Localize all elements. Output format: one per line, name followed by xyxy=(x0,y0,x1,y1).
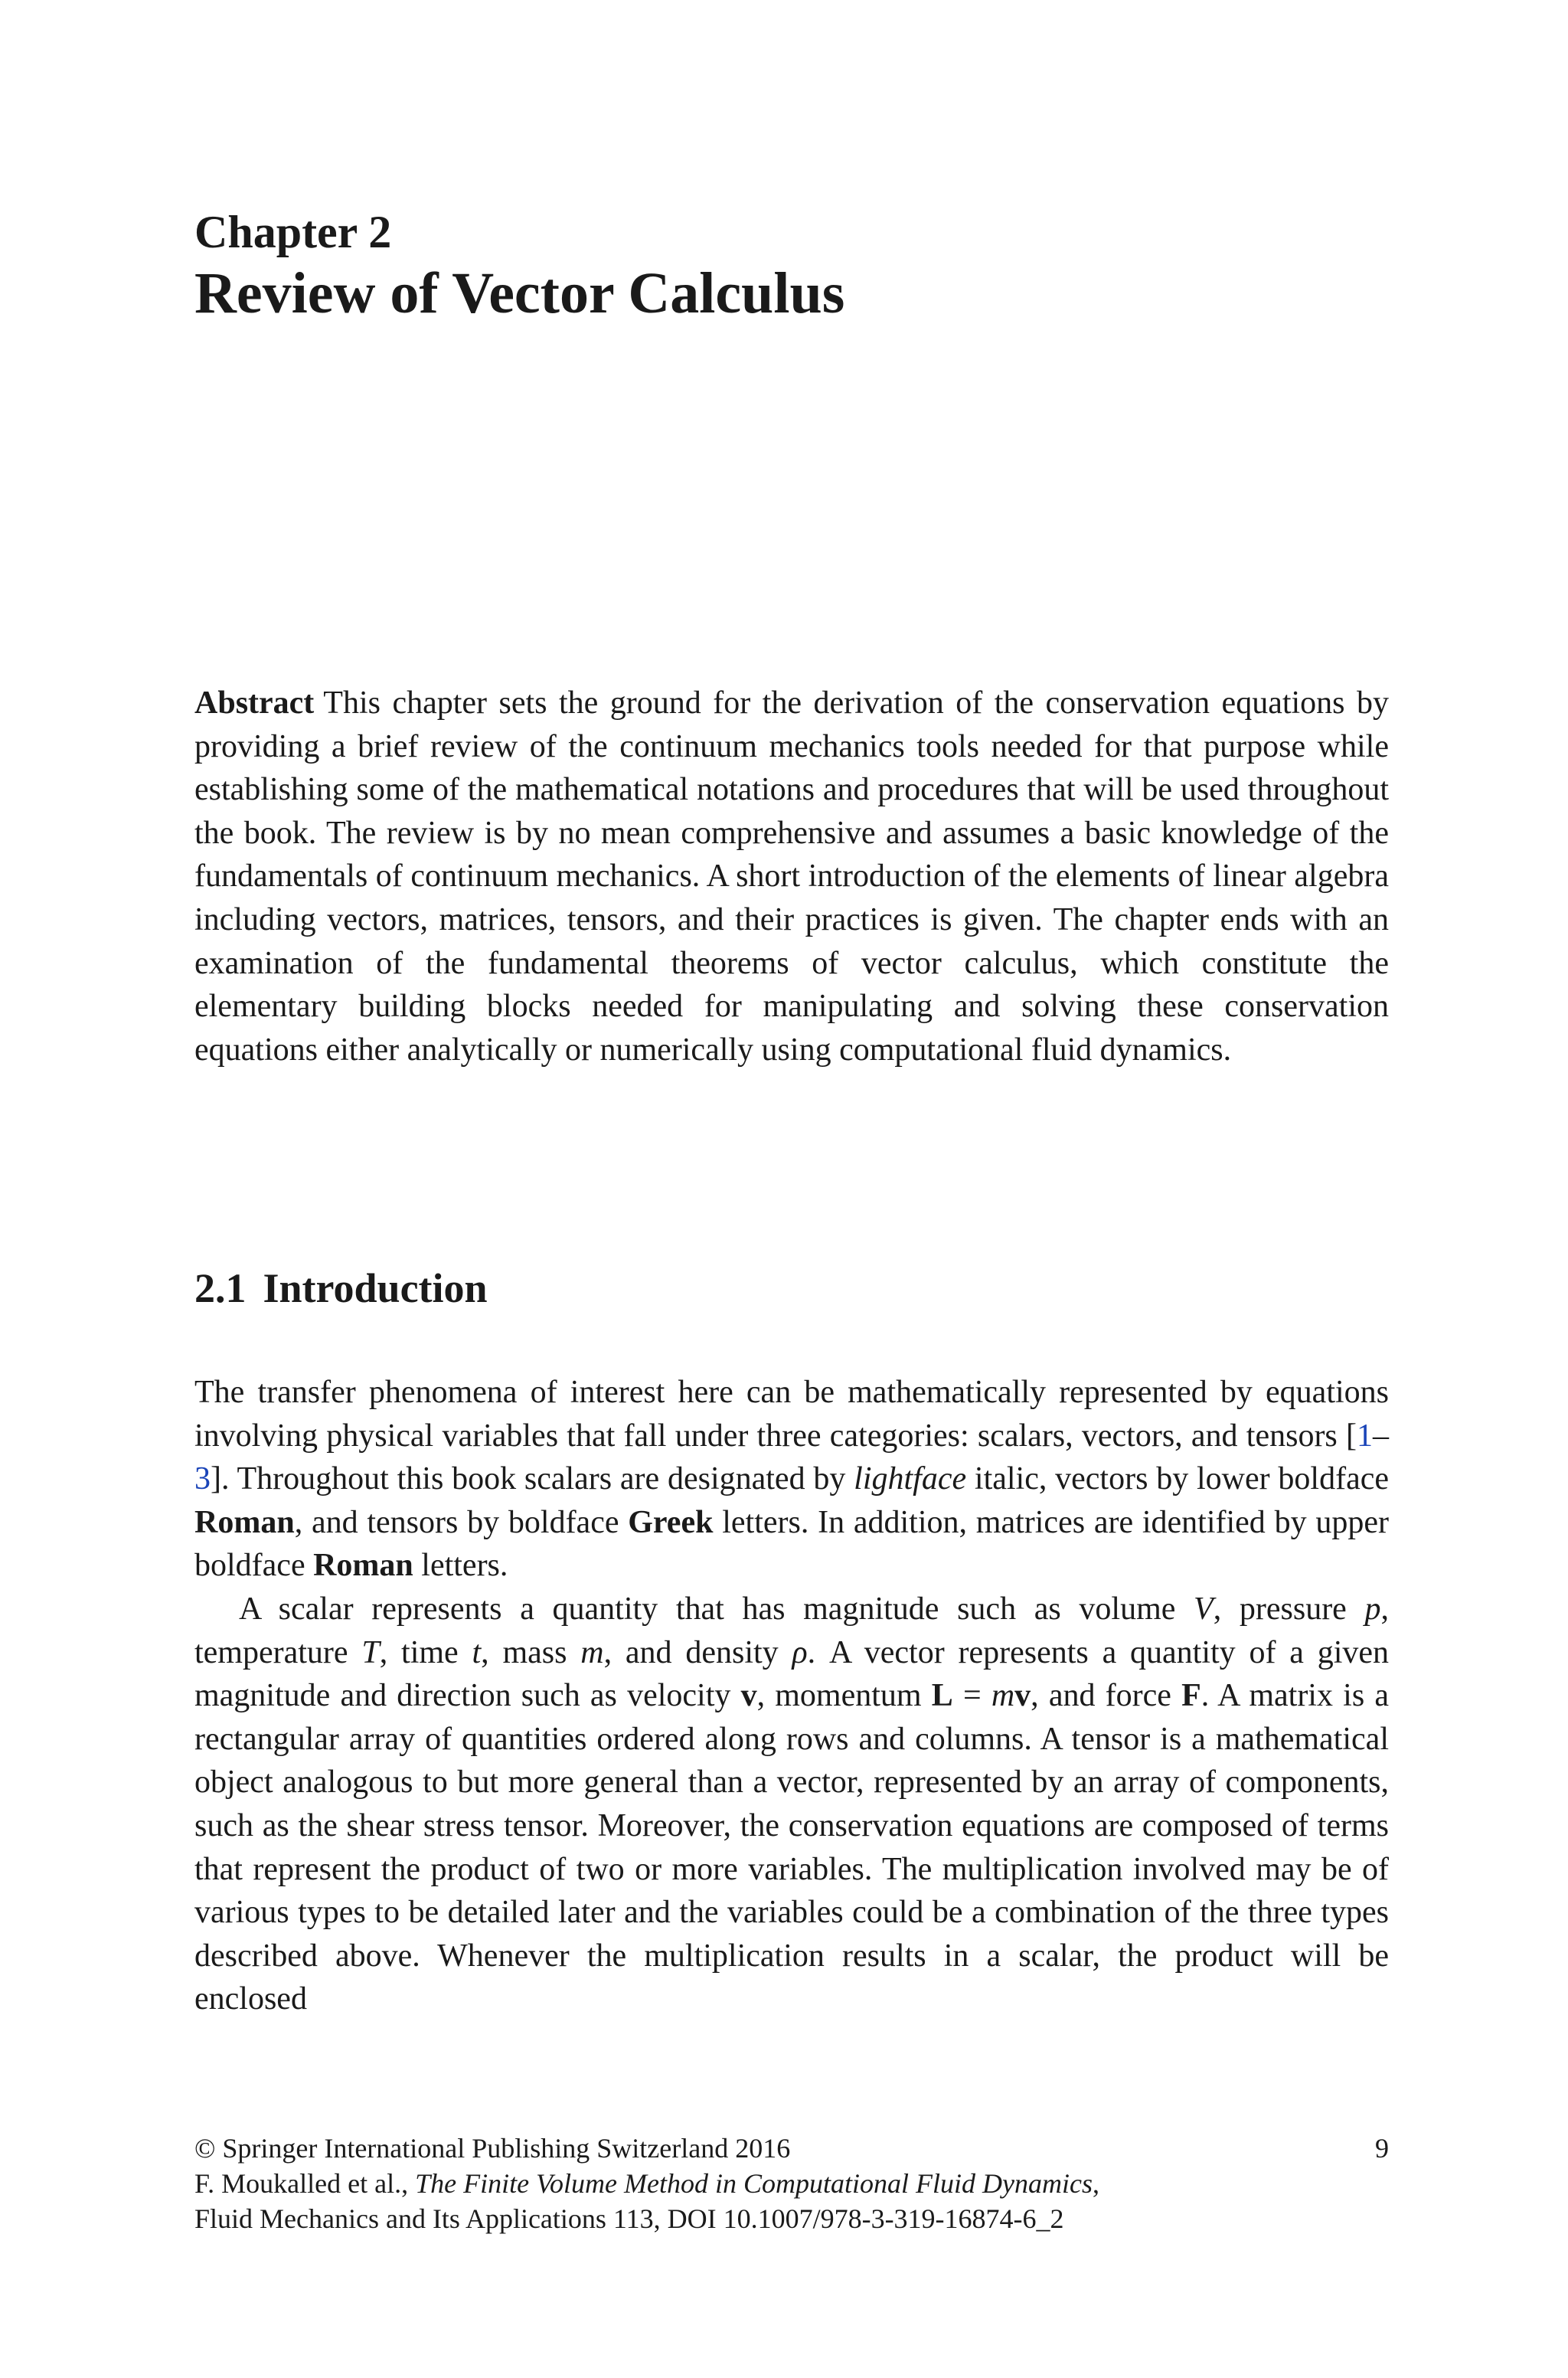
text-run: A scalar represents a quantity that has magnitude such as volume xyxy=(239,1591,1194,1627)
text-run: , momentum xyxy=(756,1678,932,1714)
symbol-time: t xyxy=(472,1634,482,1670)
footer-series-doi: Fluid Mechanics and Its Applications 113, DOI 10.1007/978-3-319-16874-6_2 xyxy=(194,2203,1064,2234)
paragraph-1 xyxy=(194,1371,1389,1588)
symbol-force: F xyxy=(1181,1678,1201,1714)
section-number: 2.1 xyxy=(194,1265,247,1311)
chapter-label: Chapter 2 xyxy=(194,207,392,257)
emphasis-roman: Roman xyxy=(313,1548,413,1584)
footer-authors: F. Moukalled et al., xyxy=(194,2168,416,2199)
text-run: , time xyxy=(379,1634,472,1670)
citation-link-3[interactable]: 3 xyxy=(194,1461,211,1497)
text-run: . A matrix is a rectangular array of quantities ordered along rows and columns. A tensor is a mathematical object analogous to but more general than a vector, represented by an array of components, such as the shear stress tensor. Moreover, the conservation equations are composed of terms that represent the product of two or more variables. The multiplication involved may be of various types to be detailed later and the variables could be a combination of the three types described above. Whenever the multiplication results in a scalar, the product will be enclosed xyxy=(194,1678,1389,2017)
section-heading xyxy=(194,1264,488,1313)
footer-punct: , xyxy=(1092,2168,1099,2199)
abstract xyxy=(194,682,1389,1071)
text-run: , temperature xyxy=(194,1591,1389,1670)
text-run: italic, vectors by lower boldface xyxy=(966,1461,1389,1497)
chapter-title: Review of Vector Calculus xyxy=(194,261,845,325)
text-run: letters. xyxy=(413,1548,508,1584)
emphasis-roman: Roman xyxy=(194,1504,295,1540)
footer-line-1 xyxy=(194,2131,1389,2166)
symbol-momentum: L xyxy=(931,1678,953,1714)
emphasis-lightface: lightface xyxy=(854,1461,967,1497)
symbol-density: ρ xyxy=(792,1634,808,1670)
text-run: . A vector represents a quantity of a given magnitude and direction such as velocity xyxy=(194,1634,1390,1714)
symbol-volume: V xyxy=(1194,1591,1214,1627)
citation-dash: – xyxy=(1373,1418,1389,1454)
copyright-notice: © Springer International Publishing Switzerland 2016 xyxy=(194,2133,791,2164)
symbol-velocity: v xyxy=(740,1678,757,1714)
text-run: ]. Throughout this book scalars are designated by xyxy=(211,1461,854,1497)
text-run: , and density xyxy=(603,1634,792,1670)
text-run: , pressure xyxy=(1213,1591,1365,1627)
equals-sign: = xyxy=(952,1678,991,1714)
citation-link-1[interactable]: 1 xyxy=(1357,1418,1373,1454)
symbol-mass: m xyxy=(580,1634,604,1670)
section-body xyxy=(194,1371,1389,2021)
section-title: Introduction xyxy=(263,1265,488,1311)
text-run: , and tensors by boldface xyxy=(294,1504,629,1540)
page-number: 9 xyxy=(1375,2133,1389,2164)
abstract-label: Abstract xyxy=(194,685,315,721)
footer-book-title: The Finite Volume Method in Computational Fluid Dynamics xyxy=(415,2168,1093,2199)
text-run: letters. In addition, matrices are identified by upper boldface xyxy=(194,1504,1389,1584)
symbol-velocity: v xyxy=(1014,1678,1031,1714)
symbol-mass: m xyxy=(991,1678,1015,1714)
text-run: The transfer phenomena of interest here can be mathematically represented by equations involving physical variables that fall under three categories: scalars, vectors, and tensors [ xyxy=(194,1375,1389,1454)
text-run: , mass xyxy=(481,1634,581,1670)
page-footer xyxy=(194,2131,1389,2236)
abstract-text: This chapter sets the ground for the derivation of the conservation equations by providing a brief review of the continuum mechanics tools needed for that purpose while establishing some of the mathematical notations and procedures that will be used throughout the book. The review is by no mean comprehensive and assumes a basic knowledge of the fundamentals of continuum mechanics. A short introduction of the elements of linear algebra including vectors, matrices, tensors, and their practices is given. The chapter ends with an examination of the fundamental theorems of vector calculus, which constitute the elementary building blocks needed for manipulating and solving these conservation equations either analytically or numerically using computational fluid dynamics. xyxy=(194,685,1389,1068)
paragraph-2 xyxy=(194,1588,1389,2021)
emphasis-greek: Greek xyxy=(628,1504,714,1540)
symbol-temperature: T xyxy=(361,1634,380,1670)
text-run: , and force xyxy=(1031,1678,1182,1714)
footer-line-2 xyxy=(194,2166,1389,2201)
footer-line-3 xyxy=(194,2201,1389,2236)
symbol-pressure: p xyxy=(1364,1591,1381,1627)
